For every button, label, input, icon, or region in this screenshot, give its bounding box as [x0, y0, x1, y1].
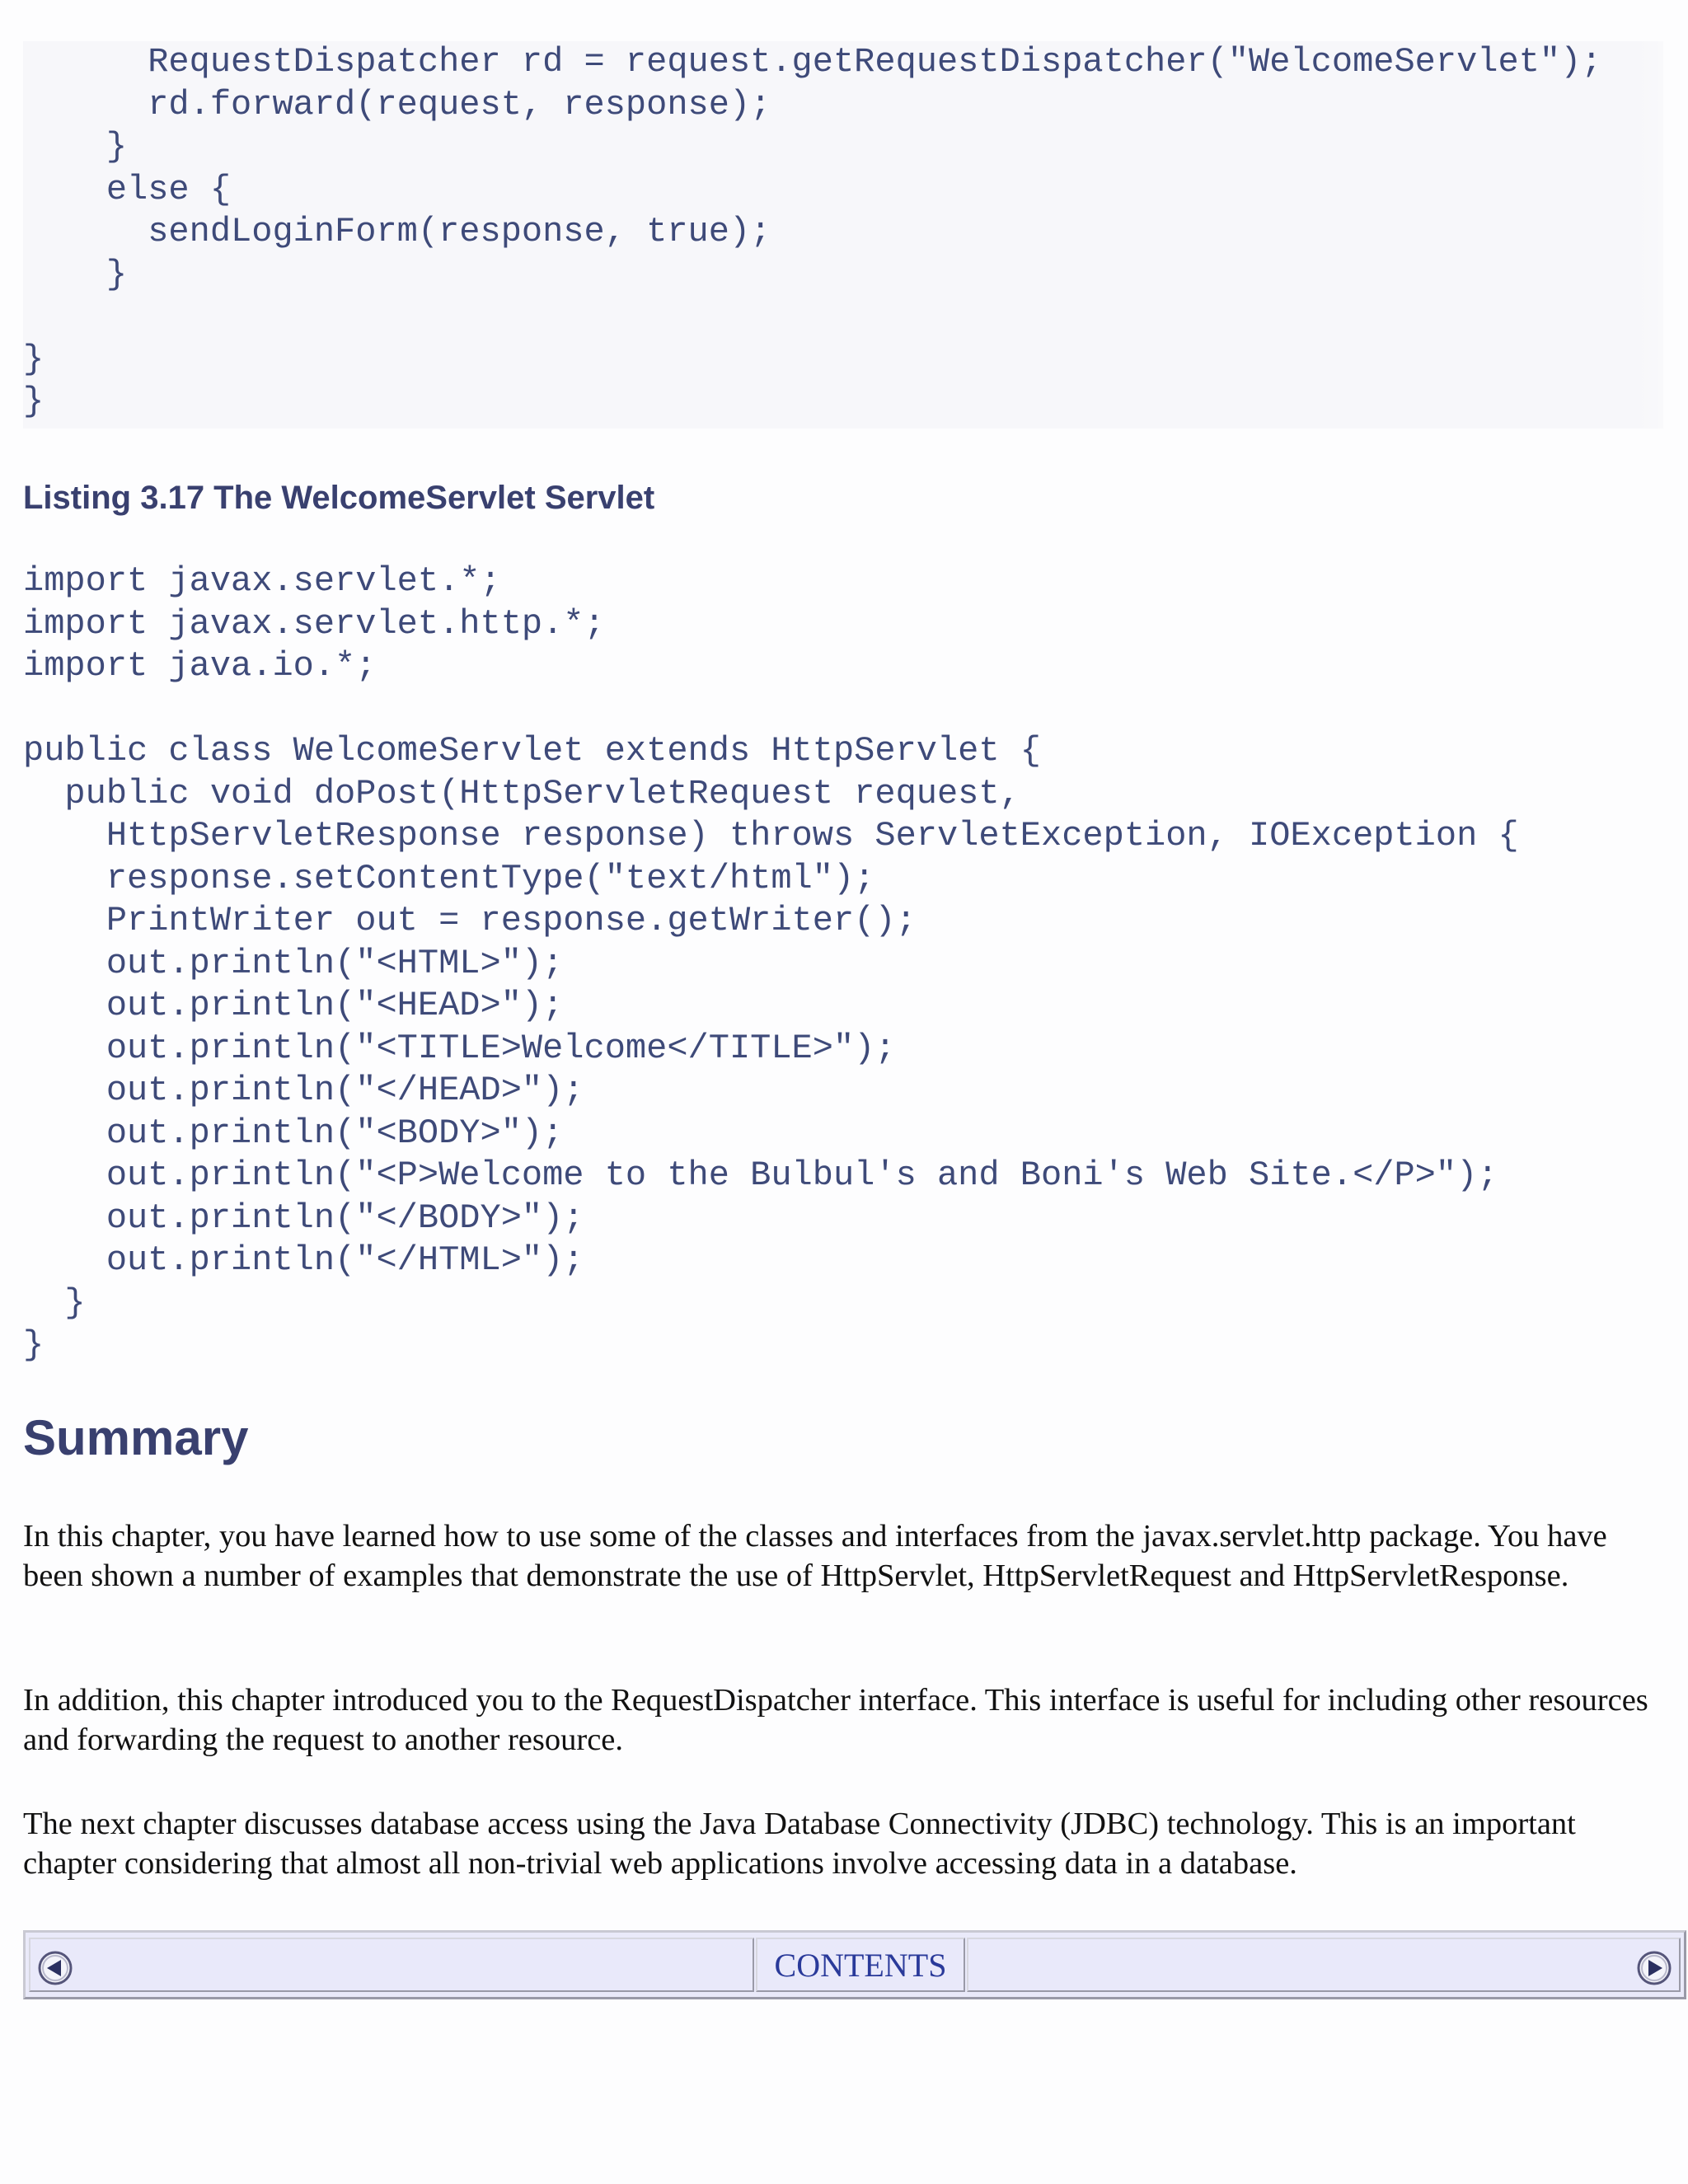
- contents-link[interactable]: CONTENTS: [774, 1946, 947, 1984]
- code-line: else {: [23, 169, 232, 209]
- nav-cell-previous: [29, 1938, 754, 1992]
- code-listing-continuation: [23, 41, 1663, 429]
- code-line: }: [23, 382, 45, 421]
- summary-paragraph: In addition, this chapter introduced you to the RequestDispatcher interface. This interface is useful for including other resources and forwarding the request to another resource.: [23, 1683, 1648, 1757]
- previous-arrow-icon[interactable]: [37, 1950, 73, 1986]
- code-line: sendLoginForm(response, true);: [23, 212, 771, 251]
- nav-cell-contents: [756, 1938, 965, 1992]
- code-line: }: [23, 127, 128, 166]
- code-line: }: [23, 339, 45, 379]
- summary-paragraph: The next chapter discusses database access using the Java Database Connectivity (JDBC) technology. This is an important chapter considering that almost all non-trivial web applications involve accessing data in a database.: [23, 1807, 1576, 1881]
- summary-heading: Summary: [23, 1410, 249, 1465]
- code-listing-welcome-servlet: import javax.servlet.*; import javax.servlet.http.*; import java.io.*; public class WelcomeServlet extends HttpServlet { public void doPost(HttpServletRequest request, HttpServletResponse response) throws ServletException, IOException { response.setContentType("text/html"); PrintWriter out = response.getWriter(); out.println("<HTML>"); out.println("<HEAD>"); out.println("<TITLE>Welcome</TITLE>"); out.println("</HEAD>"); out.println("<BODY>"); out.println("<P>Welcome to the Bulbul's and Boni's Web Site.</P>"); out.println("</BODY>"); out.println("</HTML>"); } }: [23, 561, 1519, 1365]
- summary-paragraph: In this chapter, you have learned how to use some of the classes and interfaces from the javax.servlet.http package. You have been shown a number of examples that demonstrate the use of HttpServlet, HttpServletRequest and HttpServletResponse.: [23, 1519, 1607, 1593]
- nav-cell-next: [967, 1938, 1681, 1992]
- next-arrow-icon[interactable]: [1636, 1950, 1672, 1986]
- code-line: RequestDispatcher rd = request.getRequestDispatcher("WelcomeServlet");: [23, 42, 1602, 82]
- code-line: rd.forward(request, response);: [23, 84, 771, 124]
- navigation-bar: [23, 1930, 1686, 1999]
- listing-heading: Listing 3.17 The WelcomeServlet Servlet: [23, 480, 655, 516]
- code-line: [23, 296, 1663, 339]
- code-line: }: [23, 254, 128, 294]
